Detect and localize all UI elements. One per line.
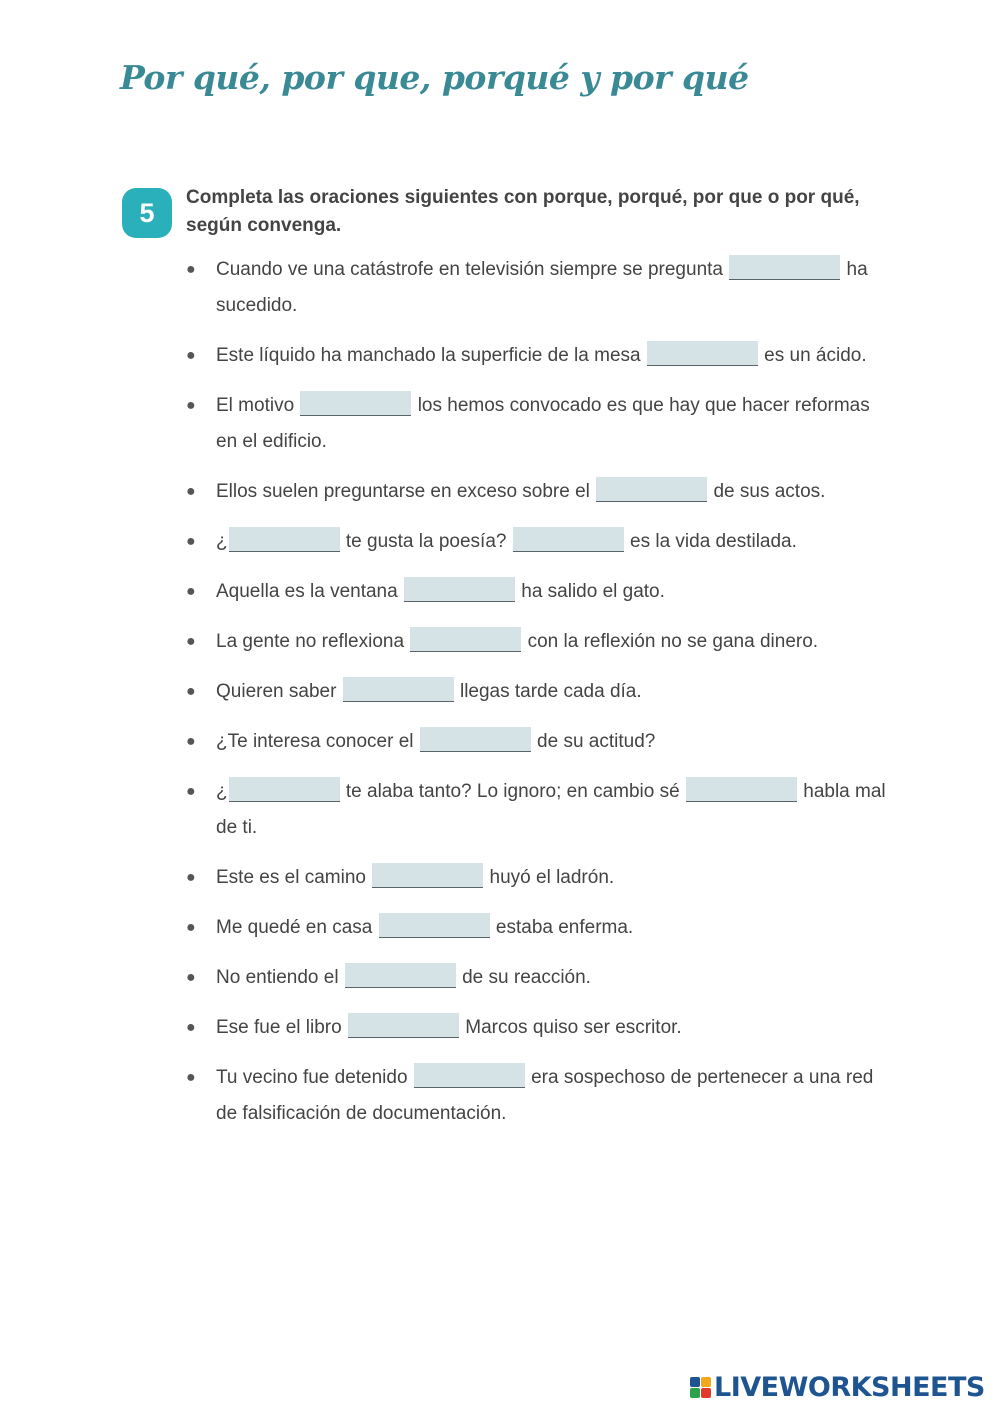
answer-blank[interactable]: [345, 963, 456, 988]
sentence-text: era sospechoso de pertenecer a una red de falsificación de documentación.: [216, 1067, 874, 1124]
answer-blank[interactable]: [410, 627, 521, 652]
sentence-item: [186, 960, 886, 996]
sentence-item: [186, 724, 886, 760]
sentence-text: Aquella es la ventana: [216, 581, 403, 602]
sentence-text: Ese fue el libro: [216, 1017, 347, 1038]
sentence-text: es un ácido.: [758, 345, 867, 366]
bullet-icon: ●: [186, 683, 196, 700]
bullet-icon: ●: [186, 1069, 196, 1086]
bullet-icon: ●: [186, 261, 196, 278]
sentence-text: es la vida destilada.: [624, 531, 797, 552]
sentence-text: habla mal de ti.: [216, 781, 886, 838]
sentence-item: [186, 774, 886, 846]
bullet-icon: ●: [186, 397, 196, 414]
bullet-icon: ●: [186, 483, 196, 500]
sentence-item: [186, 674, 886, 710]
liveworksheets-logo-icon: [690, 1377, 711, 1398]
sentence-item: [186, 474, 886, 510]
sentence-text: de su reacción.: [456, 967, 591, 988]
answer-blank[interactable]: [729, 255, 840, 280]
bullet-icon: ●: [186, 733, 196, 750]
sentence-text: te gusta la poesía?: [340, 531, 512, 552]
bullet-icon: ●: [186, 1019, 196, 1036]
answer-blank[interactable]: [379, 913, 490, 938]
sentence-item: [186, 1010, 886, 1046]
bullet-icon: ●: [186, 583, 196, 600]
sentence-text: Ellos suelen preguntarse en exceso sobre el: [216, 481, 596, 502]
bullet-icon: ●: [186, 533, 196, 550]
sentence-text: de su actitud?: [531, 731, 656, 752]
answer-blank[interactable]: [372, 863, 483, 888]
sentence-item: [186, 860, 886, 896]
sentence-text: El motivo: [216, 395, 300, 416]
sentence-item: [186, 252, 886, 324]
sentence-text: Quieren saber: [216, 681, 342, 702]
sentence-item: [186, 574, 886, 610]
sentence-text: estaba enferma.: [490, 917, 634, 938]
sentence-text: Este es el camino: [216, 867, 372, 888]
answer-blank[interactable]: [229, 777, 340, 802]
sentence-text: ¿: [216, 781, 228, 802]
answer-blank[interactable]: [300, 391, 411, 416]
sentence-text: huyó el ladrón.: [484, 867, 615, 888]
sentence-text: de sus actos.: [708, 481, 826, 502]
sentence-text: Este líquido ha manchado la superficie de la mesa: [216, 345, 646, 366]
bullet-icon: ●: [186, 969, 196, 986]
answer-blank[interactable]: [596, 477, 707, 502]
page-title: Por qué, por que, porqué y por qué: [120, 58, 749, 97]
bullet-icon: ●: [186, 633, 196, 650]
bullet-icon: ●: [186, 783, 196, 800]
sentence-text: ha salido el gato.: [515, 581, 665, 602]
sentence-text: La gente no reflexiona: [216, 631, 410, 652]
answer-blank[interactable]: [647, 341, 758, 366]
sentence-item: [186, 338, 886, 374]
sentence-text: ¿Te interesa conocer el: [216, 731, 419, 752]
answer-blank[interactable]: [229, 527, 340, 552]
sentence-text: Marcos quiso ser escritor.: [459, 1017, 682, 1038]
answer-blank[interactable]: [420, 727, 531, 752]
sentence-text: Cuando ve una catástrofe en televisión siempre se pregunta: [216, 259, 729, 280]
logo-text: LIVEWORKSHEETS: [714, 1372, 985, 1403]
sentence-text: con la reflexión no se gana dinero.: [522, 631, 819, 652]
sentence-text: ha sucedido.: [216, 259, 868, 316]
sentence-item: [186, 524, 886, 560]
sentence-text: Me quedé en casa: [216, 917, 378, 938]
exercise-instruction: Completa las oraciones siguientes con porque, porqué, por que o por qué, según convenga.: [186, 187, 860, 236]
sentence-text: Tu vecino fue detenido: [216, 1067, 413, 1088]
exercise-number-badge: 5: [122, 188, 172, 238]
answer-blank[interactable]: [414, 1063, 525, 1088]
sentence-text: ¿: [216, 531, 228, 552]
sentence-item: [186, 1060, 886, 1132]
sentence-item: [186, 624, 886, 660]
sentence-text: te alaba tanto? Lo ignoro; en cambio sé: [340, 781, 685, 802]
answer-blank[interactable]: [686, 777, 797, 802]
sentence-item: [186, 388, 886, 460]
bullet-icon: ●: [186, 869, 196, 886]
sentence-text: llegas tarde cada día.: [454, 681, 642, 702]
answer-blank[interactable]: [348, 1013, 459, 1038]
sentence-text: No entiendo el: [216, 967, 344, 988]
liveworksheets-logo: [690, 1372, 985, 1403]
answer-blank[interactable]: [404, 577, 515, 602]
bullet-icon: ●: [186, 919, 196, 936]
sentence-text: los hemos convocado es que hay que hacer reformas en el edificio.: [216, 395, 870, 452]
sentence-list: [186, 252, 886, 1146]
sentence-item: [186, 910, 886, 946]
answer-blank[interactable]: [513, 527, 624, 552]
bullet-icon: ●: [186, 347, 196, 364]
answer-blank[interactable]: [343, 677, 454, 702]
